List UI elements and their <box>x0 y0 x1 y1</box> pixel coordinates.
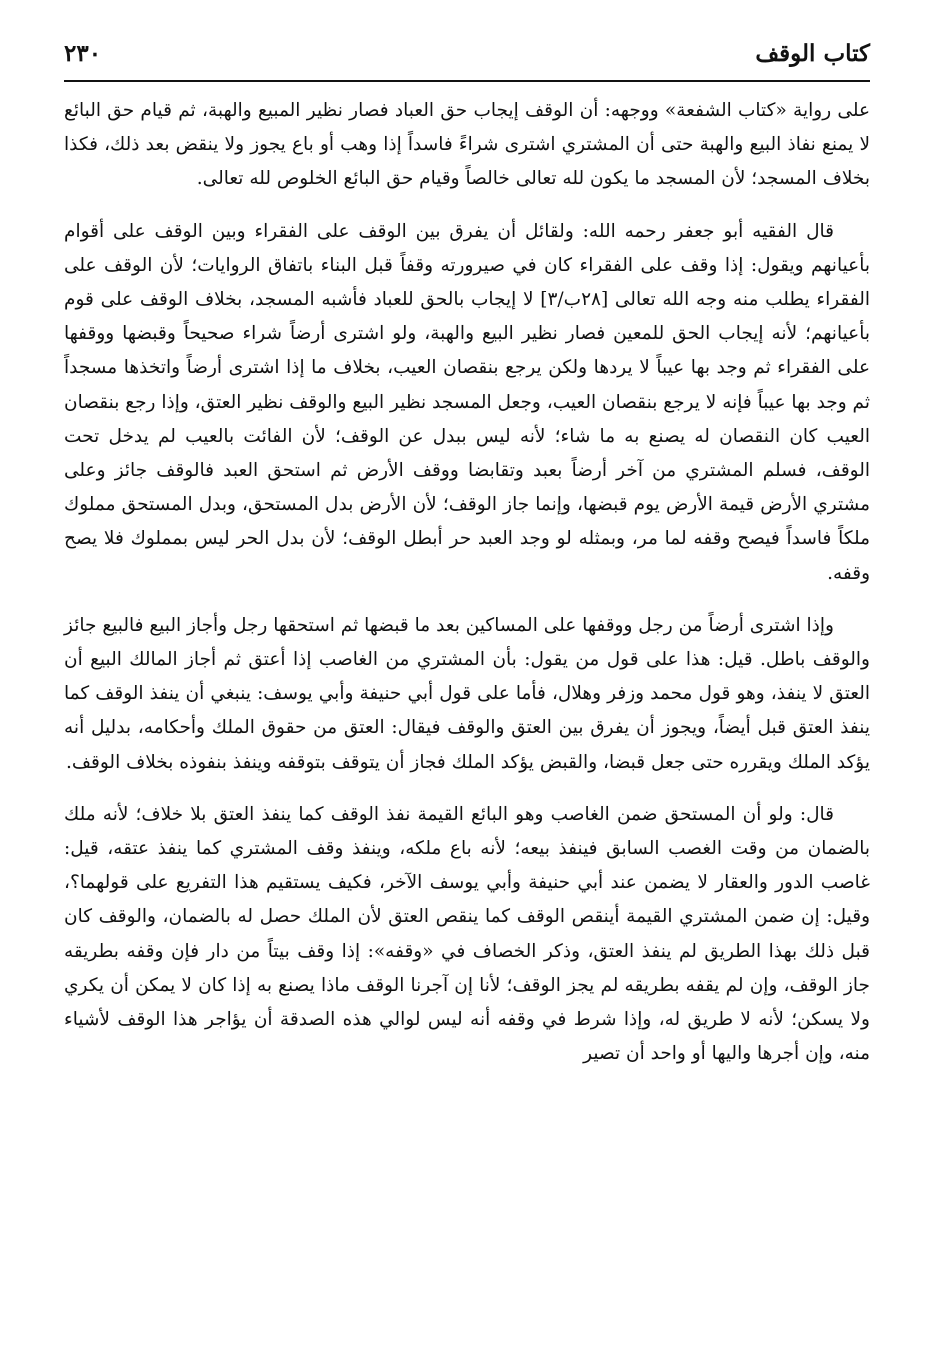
paragraph-4: قال: ولو أن المستحق ضمن الغاصب وهو البائع القيمة نفذ الوقف كما ينفذ العتق بلا خلاف؛ لأنه ملك بالضمان من وقت الغصب السابق فينفذ بيعه؛ لأنه باع ملكه، وينفذ وقف المشتري كما ينفذ عتقه، قيل: غاصب الدور والعقار لا يضمن عند أبي حنيفة وأبي يوسف الآخر، فكيف يستقيم هذا التفريع على قولهما؟، وقيل: إن ضمن المشتري القيمة أينقص الوقف كما ينقص العتق لأن الملك حصل له بالضمان، والوقف كان قبل ذلك بهذا الطريق لم ينفذ العتق، وذكر الخصاف في «وقفه»: إذا وقف بيتاً من دار فإن وقفه بطريقه جاز الوقف، وإن لم يقفه بطريقه لم يجز الوقف؛ لأنا إن آجرنا الوقف ماذا يصنع به إذا كان لا يمكن أن يكري ولا يسكن؛ لأنه لا طريق له، وإذا شرط في وقفه أنه ليس لوالي هذه الصدقة أن يؤاجر هذا الوقف لأشياء منه، وإن أجرها واليها أو واحد أن تصير <box>64 803 870 1065</box>
page-body <box>64 94 870 1089</box>
paragraph-3: وإذا اشترى أرضاً من رجل ووقفها على المساكين بعد ما قبضها ثم استحقها رجل وأجاز البيع فالبيع جائز والوقف باطل. قيل: هذا على قول من يقول: بأن المشتري من الغاصب إذا أعتق ثم أجاز المالك البيع أن العتق لا ينفذ، وهو قول محمد وزفر وهلال، فأما على قول أبي حنيفة وأبي يوسف: ينبغي أن ينفذ الوقف كما ينفذ العتق قبل أيضاً، ويجوز أن يفرق بين العتق والوقف فيقال: العتق من حقوق الملك وأحكامه، بدليل أنه يؤكد الملك ويقرره حتى جعل قبضا، والقبض يؤكد الملك فجاز أن يتوقف بتوقفه وينفذ بنفوذه بخلاف الوقف. <box>64 614 870 773</box>
page-number: ٢٣٠ <box>64 40 102 67</box>
running-title: كتاب الوقف <box>755 40 870 67</box>
paragraph-2: قال الفقيه أبو جعفر رحمه الله: ولقائل أن يفرق بين الوقف على الفقراء وبين الوقف على أقوام بأعيانهم ويقول: إذا وقف على الفقراء كان في صيرورته وقفاً قبل البناء باتفاق الروايات؛ لأن الوقف على الفقراء يطلب منه وجه الله تعالى [٢٨ب/٣] لا إيجاب بالحق للعباد فأشبه المسجد، بخلاف الوقف على قوم بأعيانهم؛ لأنه إيجاب الحق للمعين فصار نظير البيع والهبة، ولو اشترى أرضاً شراء صحيحاً وقبضها ووقفها على الفقراء ثم وجد بها عيباً لا يردها ولكن يرجع بنقصان العيب، بخلاف ما إذا اشترى أرضاً واتخذها مسجداً ثم وجد بها عيباً فإنه لا يرجع بنقصان العيب، وجعل المسجد نظير البيع والوقف نظير العتق، وإذا رجع بنقصان العيب كان النقصان له يصنع به ما شاء؛ لأنه ليس ببدل عن الوقف؛ لأن الفائت بالعيب لم يدخل تحت الوقف، فسلم المشتري من آخر أرضاً بعبد وتقابضا ووقف الأرض ثم استحق العبد فالوقف جائز وعلى مشتري الأرض قيمة الأرض يوم قبضها، وإنما جاز الوقف؛ لأن الأرض بدل المستحق، وبدل المستحق مملوك ملكاً فاسداً فيصح وقفه لما مر، وبمثله لو وجد العبد حر أبطل الوقف؛ لأن بدل الحر ليس بمملوك فلا يصح وقفه. <box>64 220 870 584</box>
header-rule <box>64 80 870 82</box>
paragraph-1: على رواية «كتاب الشفعة» ووجهه: أن الوقف إيجاب حق العباد فصار نظير المبيع والهبة، ثم قيام حق البائع لا يمنع نفاذ البيع والهبة حتى أن المشتري اشترى شراءً فاسداً إذا وهب أو باع يجوز ولا ينقض بعد ذلك، فكذا بخلاف المسجد؛ لأن المسجد ما يكون لله تعالى خالصاً وقيام حق البائع الخلوص لله تعالى. <box>64 100 870 190</box>
page-header <box>64 30 870 74</box>
